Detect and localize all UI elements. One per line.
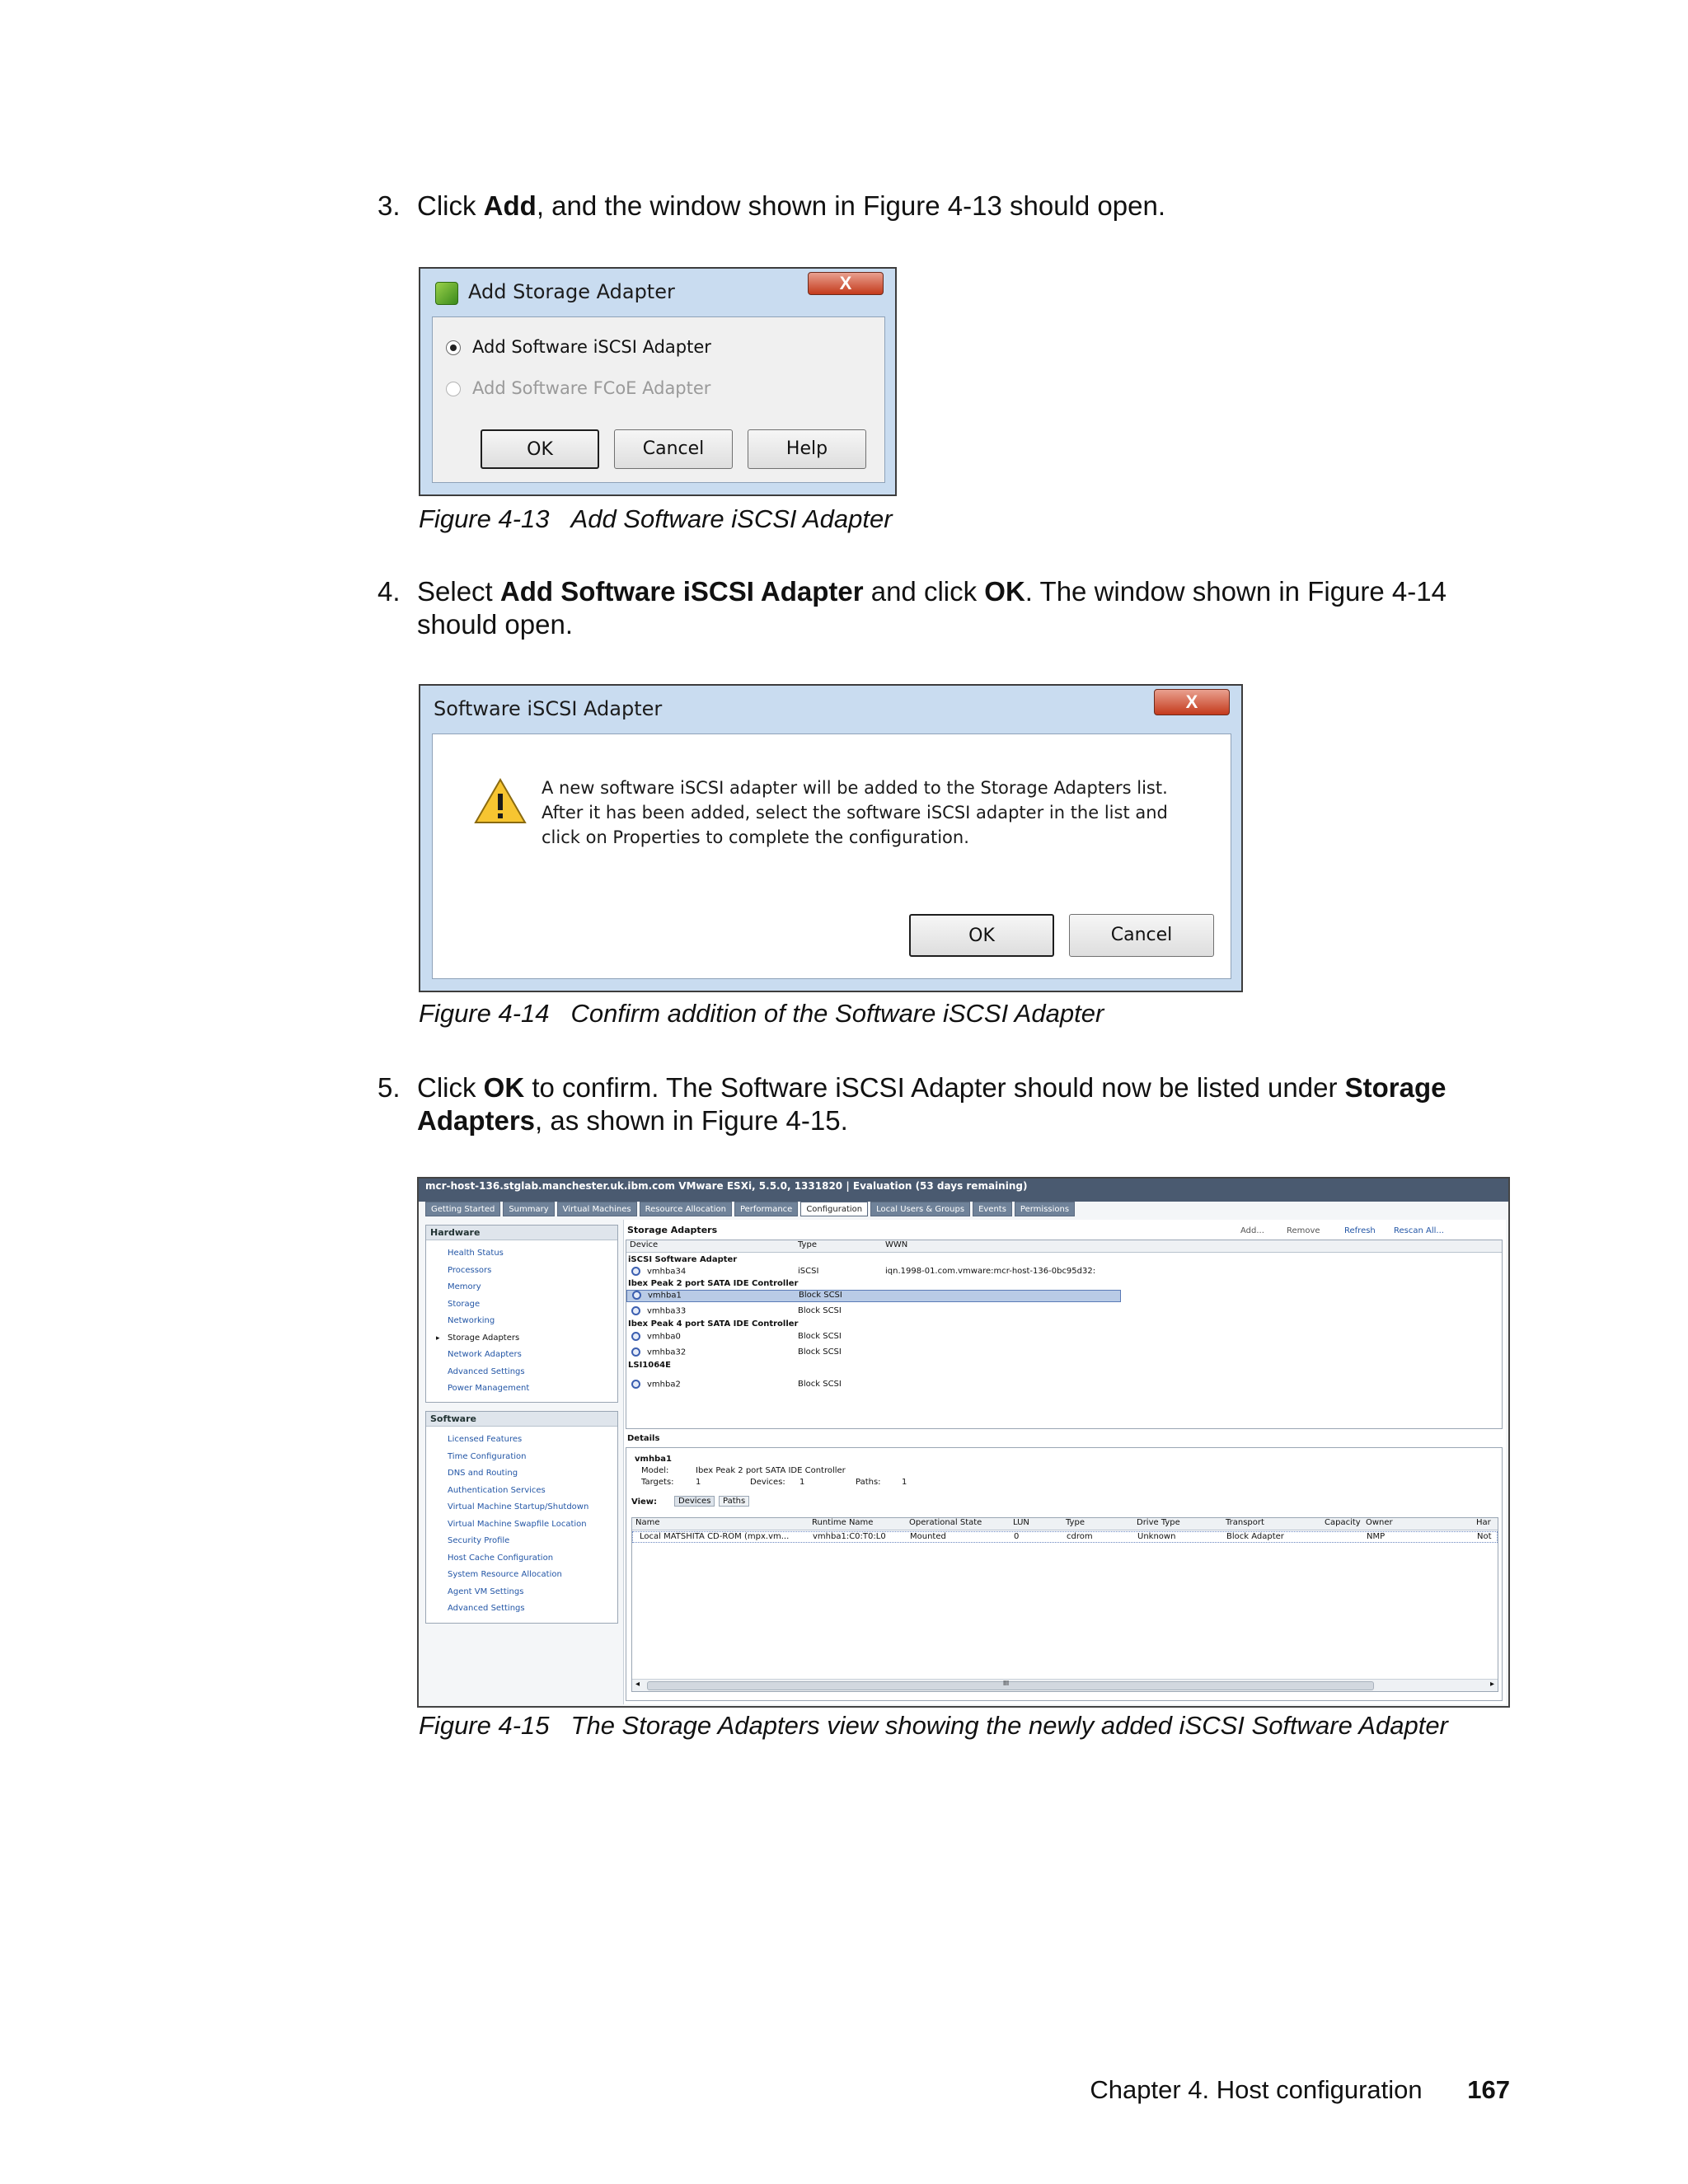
scroll-grip-icon: III (1003, 1680, 1010, 1687)
software-panel (425, 1411, 618, 1624)
tab-getting-started[interactable]: Getting Started (425, 1202, 500, 1216)
nav-memory[interactable]: Memory (448, 1282, 481, 1291)
step-text: Select Add Software iSCSI Adapter and click OK. The window shown in Figure 4-14 should open. (417, 576, 1447, 640)
dialog-body (432, 733, 1231, 979)
hardware-panel (425, 1225, 618, 1403)
nav-storage[interactable]: Storage (448, 1299, 481, 1309)
group-header: Ibex Peak 4 port SATA IDE Controller (628, 1319, 799, 1329)
step-number: 3. (377, 190, 401, 221)
tab-resource-allocation[interactable]: Resource Allocation (640, 1202, 732, 1216)
storage-adapters-area (623, 1220, 1506, 1704)
nav-power-management[interactable]: Power Management (448, 1384, 530, 1393)
cancel-button[interactable]: Cancel (1069, 914, 1214, 957)
radio-selected-icon (446, 340, 461, 355)
adapter-icon (631, 1332, 640, 1341)
dialog-title: Software iSCSI Adapter (434, 697, 663, 720)
view-devices-button[interactable]: Devices (674, 1496, 715, 1507)
message: A new software iSCSI adapter will be added to the Storage Adapters list. After it has been added, select the software iSCSI adapter in the list and click on Properties to complete the configuration. (542, 778, 1168, 847)
vsphere-client-screenshot (417, 1177, 1510, 1708)
section-title: Storage Adapters (627, 1225, 718, 1235)
adapter-icon (631, 1267, 640, 1276)
table-row[interactable]: vmhba32 Block SCSI (626, 1347, 1502, 1358)
table-row[interactable]: vmhba33 Block SCSI (626, 1305, 1502, 1317)
col-type[interactable]: Type (798, 1240, 817, 1249)
view-paths-button[interactable]: Paths (719, 1496, 749, 1507)
page-footer (1090, 2075, 1510, 2105)
table-row[interactable]: vmhba2 Block SCSI (626, 1379, 1502, 1390)
vmware-app-icon (435, 282, 458, 305)
nav-host-cache-configuration[interactable]: Host Cache Configuration (448, 1553, 554, 1563)
nav-health-status[interactable]: Health Status (448, 1249, 504, 1258)
nav-network-adapters[interactable]: Network Adapters (448, 1350, 522, 1359)
group-header: iSCSI Software Adapter (628, 1255, 738, 1264)
cancel-button[interactable]: Cancel (614, 429, 733, 469)
figure-caption: Figure 4-14 Confirm addition of the Software iSCSI Adapter (419, 999, 1104, 1028)
software-iscsi-dialog (419, 684, 1243, 992)
option-iscsi[interactable]: Add Software iSCSI Adapter (446, 337, 711, 357)
close-button[interactable]: X (808, 272, 884, 295)
remove-link[interactable]: Remove (1287, 1226, 1320, 1235)
adapter-icon (631, 1306, 640, 1315)
figure-caption: Figure 4-15 The Storage Adapters view showing the newly added iSCSI Software Adapter (419, 1711, 1448, 1740)
nav-licensed-features[interactable]: Licensed Features (448, 1435, 523, 1444)
nav-system-resource-allocation[interactable]: System Resource Allocation (448, 1570, 562, 1579)
table-row[interactable]: vmhba34 iSCSI iqn.1998-01.com.vmware:mcr-host-136-0bc95d32: (626, 1266, 1502, 1277)
table-row[interactable]: vmhba0 Block SCSI (626, 1331, 1502, 1343)
figure-caption: Figure 4-13 Add Software iSCSI Adapter (419, 504, 893, 533)
horizontal-scrollbar[interactable] (632, 1679, 1498, 1691)
step-text: Click Add, and the window shown in Figure 4-13 should open. (417, 190, 1165, 221)
refresh-link[interactable]: Refresh (1344, 1226, 1376, 1235)
scroll-right-icon[interactable]: ▸ (1489, 1680, 1494, 1689)
nav-storage-adapters[interactable]: ▸ Storage Adapters (426, 1330, 617, 1347)
hardware-heading: Hardware (426, 1226, 617, 1240)
nav-vm-startup-shutdown[interactable]: Virtual Machine Startup/Shutdown (448, 1502, 589, 1511)
devices-table (631, 1517, 1498, 1692)
tab-configuration[interactable]: Configuration (800, 1202, 868, 1216)
tab-performance[interactable]: Performance (734, 1202, 798, 1216)
nav-agent-vm-settings[interactable]: Agent VM Settings (448, 1586, 524, 1596)
tab-virtual-machines[interactable]: Virtual Machines (557, 1202, 637, 1216)
nav-dns-routing[interactable]: DNS and Routing (448, 1469, 518, 1478)
dialog-title: Add Storage Adapter (468, 280, 675, 303)
dialog-body (432, 316, 885, 483)
adapter-icon (632, 1291, 641, 1300)
tab-events[interactable]: Events (973, 1202, 1012, 1216)
group-header: LSI1064E (628, 1361, 671, 1370)
device-row[interactable]: Local MATSHITA CD-ROM (mpx.vm... vmhba1:C0:T0:L0 Mounted 0 cdrom Unknown Block Adapter NMP Not (632, 1531, 1498, 1543)
nav-authentication-services[interactable]: Authentication Services (448, 1485, 546, 1495)
tab-summary[interactable]: Summary (503, 1202, 554, 1216)
tab-local-users-groups[interactable]: Local Users & Groups (870, 1202, 970, 1216)
adapter-icon (631, 1347, 640, 1357)
warning-icon (474, 777, 527, 825)
tab-bar (425, 1202, 1075, 1216)
ok-button[interactable]: OK (909, 914, 1054, 957)
details-adapter-name: vmhba1 (635, 1455, 672, 1464)
scroll-left-icon[interactable]: ◂ (635, 1680, 640, 1689)
scroll-thumb[interactable] (647, 1681, 1374, 1690)
rescan-all-link[interactable]: Rescan All... (1394, 1226, 1444, 1235)
details-panel: vmhba1 Model: Ibex Peak 2 port SATA IDE Controller Targets: 1 Devices: 1 Paths: 1 View: Devices Paths Name Runtime Name Operational State LUN Type Drive Type Transport Capacity Owner Har Local MATSHITA CD-ROM (mpx.vm... vmhba1:C0:T0:L0 Mounted 0 cdrom Unknown Block Adapter NMP Not ◂ III ▸ (626, 1447, 1503, 1701)
group-header: Ibex Peak 2 port SATA IDE Controller (628, 1279, 799, 1288)
adapter-icon (631, 1380, 640, 1389)
window-titlebar: mcr-host-136.stglab.manchester.uk.ibm.com VMware ESXi, 5.5.0, 1331820 | Evaluation (53 days remaining) (419, 1179, 1508, 1202)
radio-disabled-icon (446, 382, 461, 396)
close-button[interactable]: X (1154, 689, 1230, 715)
nav-networking[interactable]: Networking (448, 1316, 495, 1325)
details-heading: Details (627, 1434, 660, 1443)
option-fcoe: Add Software FCoE Adapter (446, 378, 710, 398)
nav-advanced-settings-sw[interactable]: Advanced Settings (448, 1604, 525, 1613)
table-row-selected[interactable]: vmhba1 Block SCSI (626, 1290, 1121, 1302)
tab-permissions[interactable]: Permissions (1015, 1202, 1075, 1216)
col-wwn[interactable]: WWN (885, 1240, 908, 1249)
step-number: 4. (377, 576, 401, 607)
col-device[interactable]: Device (630, 1240, 659, 1249)
software-heading: Software (426, 1412, 617, 1427)
table-header (626, 1240, 1502, 1253)
page-number: 167 (1467, 2075, 1510, 2104)
step-number: 5. (377, 1072, 401, 1103)
nav-processors[interactable]: Processors (448, 1265, 492, 1275)
step-text: Click OK to confirm. The Software iSCSI Adapter should now be listed under Storage Adapters, as shown in Figure 4-15. (417, 1072, 1447, 1136)
nav-advanced-settings[interactable]: Advanced Settings (448, 1366, 525, 1376)
add-link[interactable]: Add... (1240, 1226, 1264, 1235)
chapter-title: Chapter 4. Host configuration (1090, 2075, 1423, 2104)
nav-security-profile[interactable]: Security Profile (448, 1536, 510, 1545)
nav-vm-swapfile-location[interactable]: Virtual Machine Swapfile Location (448, 1519, 587, 1529)
help-button[interactable]: Help (748, 429, 866, 469)
ok-button[interactable]: OK (481, 429, 599, 469)
nav-time-configuration[interactable]: Time Configuration (448, 1451, 527, 1461)
adapter-table (626, 1240, 1503, 1429)
devices-header: Name Runtime Name Operational State LUN Type Drive Type Transport Capacity Owner Har (632, 1518, 1498, 1530)
add-storage-adapter-dialog (419, 267, 897, 496)
